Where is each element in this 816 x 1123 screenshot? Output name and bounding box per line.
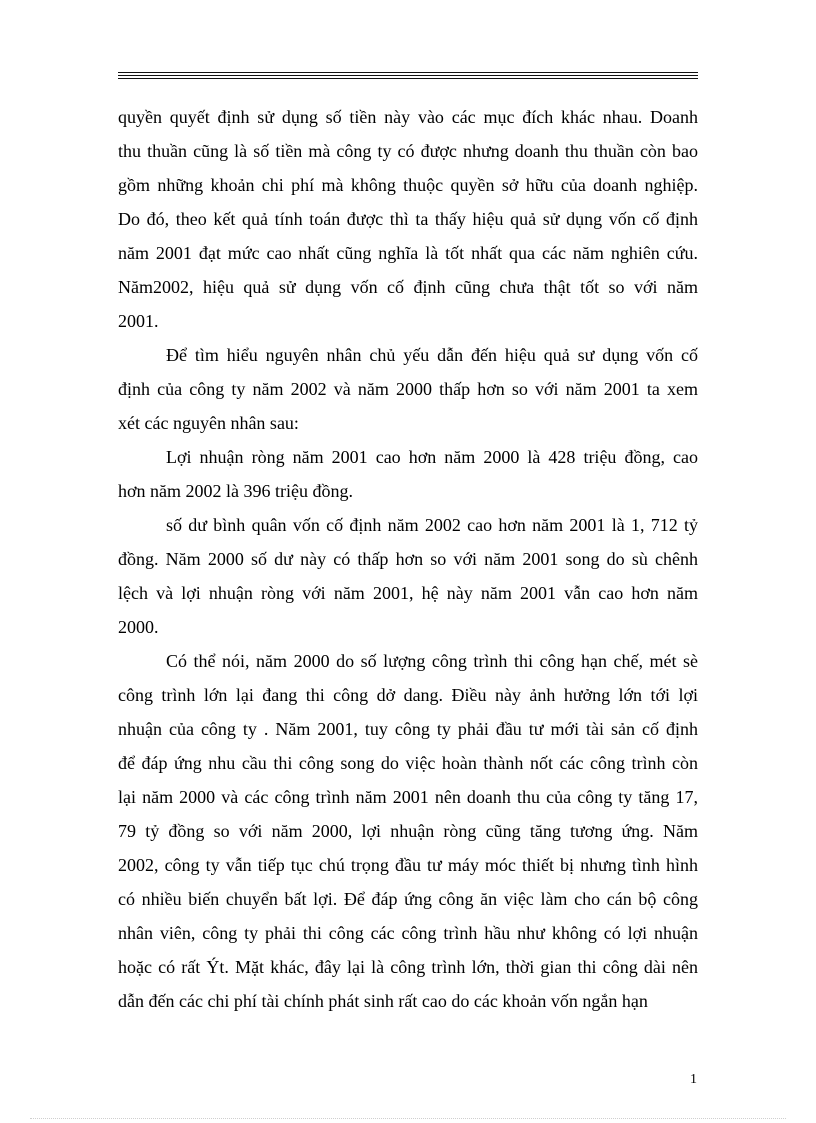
text-line: Lợi nhuận ròng năm 2001 cao hơn năm 2000 là 428 triệu đồng, cao	[166, 447, 698, 467]
text-line: Do đó, theo kết quả tính toán được thì ta thấy hiệu quả sử dụng vốn cố định	[118, 209, 698, 229]
page-bottom-border	[30, 1118, 786, 1120]
text-line: lệch và lợi nhuận ròng với năm 2001, hệ này năm 2001 vẫn cao hơn năm	[118, 583, 698, 603]
text-line: lại năm 2000 và các công trình năm 2001 nên doanh thu của công ty tăng 17,	[118, 787, 698, 807]
text-line: xét các nguyên nhân sau:	[118, 413, 299, 433]
header-rule	[118, 72, 698, 79]
text-line: công trình lớn lại đang thi công dở dang. Điều này ảnh hưởng lớn tới lợi	[118, 685, 698, 705]
paragraph	[118, 440, 698, 508]
text-line: hoặc có rất Ýt. Mặt khác, đây lại là công trình lớn, thời gian thi công dài nên	[118, 957, 698, 977]
text-line: dẫn đến các chi phí tài chính phát sinh rất cao do các khoản vốn ngắn hạn	[118, 991, 648, 1011]
text-line: 79 tỷ đồng so với năm 2000, lợi nhuận ròng cũng tăng tương ứng. Năm	[118, 821, 698, 841]
text-line: có nhiều biến chuyển bất lợi. Để đáp ứng công ăn việc làm cho cán bộ công	[118, 889, 698, 909]
paragraph	[118, 644, 698, 1018]
text-line: quyền quyết định sử dụng số tiền này vào các mục đích khác nhau. Doanh	[118, 107, 698, 127]
text-line: 2002, công ty vẫn tiếp tục chú trọng đầu tư máy móc thiết bị nhưng tình hình	[118, 855, 698, 875]
text-line: định của công ty năm 2002 và năm 2000 thấp hơn so với năm 2001 ta xem	[118, 379, 698, 399]
text-line: Năm2002, hiệu quả sử dụng vốn cố định cũng chưa thật tốt so với năm	[118, 277, 698, 297]
text-line: 2000.	[118, 617, 159, 637]
paragraph	[118, 338, 698, 440]
text-line: đồng. Năm 2000 số dư này có thấp hơn so với năm 2001 song do sù chênh	[118, 549, 698, 569]
document-body	[118, 100, 698, 1018]
text-line: gồm những khoản chi phí mà không thuộc quyền sở hữu của doanh nghiệp.	[118, 175, 698, 195]
text-line: Có thể nói, năm 2000 do số lượng công trình thi công hạn chế, mét sè	[166, 651, 698, 671]
paragraph	[118, 508, 698, 644]
text-line: hơn năm 2002 là 396 triệu đồng.	[118, 481, 353, 501]
page-number: 1	[690, 1072, 697, 1087]
text-line: nhân viên, công ty phải thi công các công trình hầu như không có lợi nhuận	[118, 923, 698, 943]
paragraph	[118, 100, 698, 338]
text-line: thu thuần cũng là số tiền mà công ty có được nhưng doanh thu thuần còn bao	[118, 141, 698, 161]
text-line: năm 2001 đạt mức cao nhất cũng nghĩa là tốt nhất qua các năm nghiên cứu.	[118, 243, 698, 263]
text-line: số dư bình quân vốn cố định năm 2002 cao hơn năm 2001 là 1, 712 tỷ	[166, 515, 698, 535]
text-line: Để tìm hiểu nguyên nhân chủ yếu dẫn đến hiệu quả sư dụng vốn cố	[166, 345, 698, 365]
text-line: để đáp ứng nhu cầu thi công song do việc hoàn thành nốt các công trình còn	[118, 753, 698, 773]
text-line: nhuận của công ty . Năm 2001, tuy công ty phải đầu tư mới tài sản cố định	[118, 719, 698, 739]
text-line: 2001.	[118, 311, 159, 331]
